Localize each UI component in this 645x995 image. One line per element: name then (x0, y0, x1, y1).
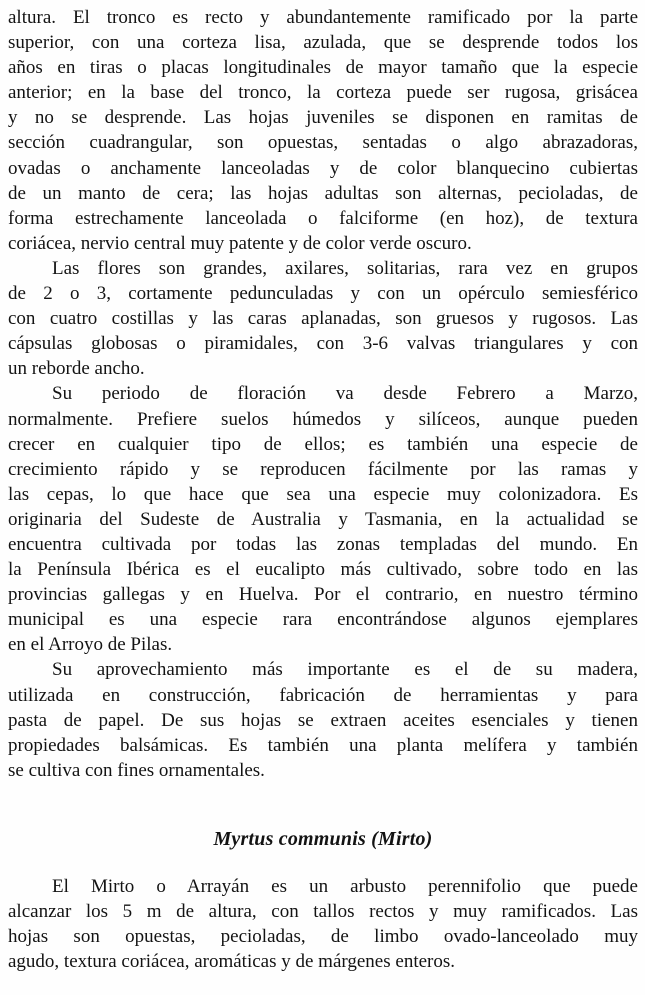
text-line: cápsulas globosas o piramidales, con 3-6 valvas triangulares y con (8, 333, 638, 355)
text-line: utilizada en construcción, fabricación de herramientas y para (8, 684, 638, 706)
text-line: crecimiento rápido y se reproducen fácilmente por las ramas y (8, 458, 638, 480)
text-line: un reborde ancho. (8, 358, 145, 380)
paragraph (8, 5, 638, 256)
text-line: propiedades balsámicas. Es también una planta melífera y también (8, 734, 638, 756)
text-line: en el Arroyo de Pilas. (8, 634, 173, 656)
text-line: crecer en cualquier tipo de ellos; es también una especie de (8, 433, 638, 455)
text-line: originaria del Sudeste de Australia y Tasmania, en la actualidad se (8, 508, 638, 530)
paragraph (8, 256, 638, 381)
paragraph (8, 657, 638, 782)
text-line: la Península Ibérica es el eucalipto más cultivado, sobre todo en las (8, 559, 638, 581)
text-line: hojas son opuestas, pecioladas, de limbo ovado-lanceolado muy (8, 926, 638, 948)
text-line: altura. El tronco es recto y abundantemente ramificado por la parte (8, 7, 638, 28)
text-line: agudo, textura coriácea, aromáticas y de márgenes enteros. (8, 951, 456, 973)
text-line: alcanzar los 5 m de altura, con tallos rectos y muy ramificados. Las (8, 901, 638, 923)
text-line: municipal es una especie rara encontrándose algunos ejemplares (8, 609, 638, 631)
text-line: de un manto de cera; las hojas adultas son alternas, pecioladas, de (8, 182, 638, 204)
text-line: anterior; en la base del tronco, la corteza puede ser rugosa, grisácea (8, 82, 638, 104)
text-line: sección cuadrangular, son opuestas, sentadas o algo abrazadoras, (8, 132, 638, 154)
paragraph (8, 381, 638, 657)
text-line: normalmente. Prefiere suelos húmedos y silíceos, aunque pueden (8, 408, 638, 430)
text-line: y no se desprende. Las hojas juveniles se disponen en ramitas de (8, 107, 638, 129)
text-line: se cultiva con fines ornamentales. (8, 759, 265, 781)
text-line: años en tiras o placas longitudinales de mayor tamaño que la especie (8, 57, 638, 79)
text-line: Su periodo de floración va desde Febrero a Marzo, (52, 383, 638, 405)
text-line: ovadas o anchamente lanceoladas y de color blanquecino cubiertas (8, 157, 638, 179)
text-line: superior, con una corteza lisa, azulada, que se desprende todos los (8, 32, 638, 54)
text-line: forma estrechamente lanceolada o falciforme (en hoz), de textura (8, 207, 638, 229)
section-heading: Myrtus communis (Mirto) (213, 827, 433, 850)
text-line: de 2 o 3, cortamente pedunculadas y con un opérculo semiesférico (8, 283, 638, 305)
text-line: pasta de papel. De sus hojas se extraen aceites esenciales y tienen (8, 709, 638, 731)
text-line: provincias gallegas y en Huelva. Por el contrario, en nuestro término (8, 584, 638, 606)
text-line: con cuatro costillas y las caras aplanadas, son gruesos y rugosos. Las (8, 308, 638, 330)
text-line: Su aprovechamiento más importante es el de su madera, (52, 659, 638, 681)
text-line: El Mirto o Arrayán es un arbusto perennifolio que puede (52, 876, 638, 897)
text-line: coriácea, nervio central muy patente y de color verde oscuro. (8, 232, 472, 254)
text-line: encuentra cultivada por todas las zonas templadas del mundo. En (8, 533, 638, 555)
text-line: Las flores son grandes, axilares, solitarias, rara vez en grupos (52, 257, 638, 279)
paragraph (8, 874, 638, 974)
page-text (8, 5, 638, 974)
text-line: las cepas, lo que hace que sea una especie muy colonizadora. Es (8, 483, 638, 505)
